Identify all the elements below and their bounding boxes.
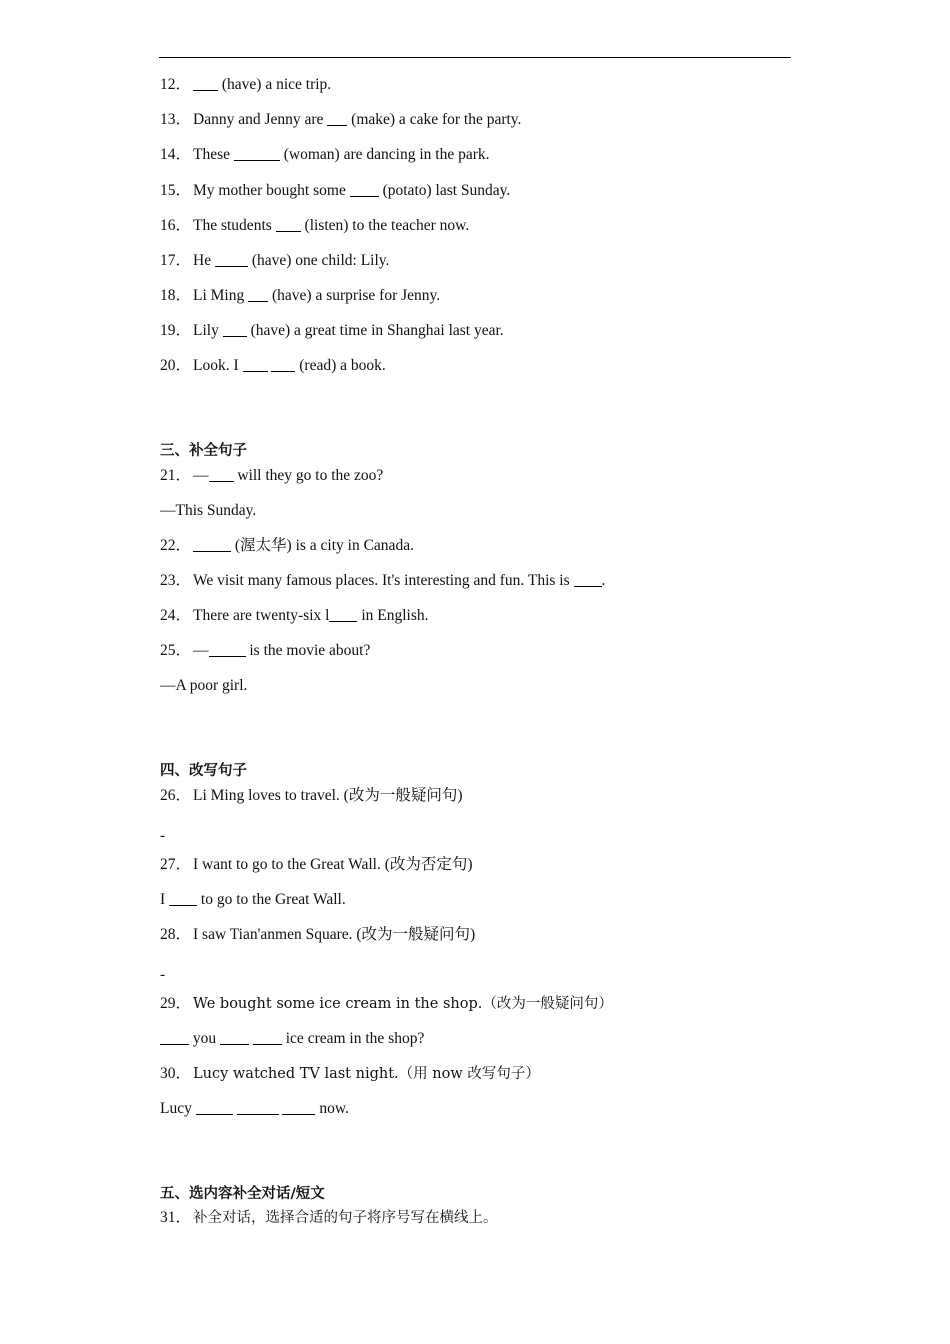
answer-blank[interactable] xyxy=(282,1100,315,1115)
question-23 xyxy=(160,571,605,591)
question-number: 20． xyxy=(160,357,192,374)
answer-text: to go to the Great Wall. xyxy=(197,891,346,908)
answer-blank[interactable] xyxy=(209,467,234,482)
question-text: Lucy watched TV last night.（用 now 改写句子） xyxy=(193,1066,540,1082)
answer-blank[interactable] xyxy=(193,76,218,91)
answer-blank[interactable] xyxy=(196,1100,233,1115)
question-number: 28． xyxy=(160,926,192,943)
question-text: Lily xyxy=(193,322,223,339)
answer-blank[interactable] xyxy=(271,357,295,372)
question-number: 29． xyxy=(160,995,192,1012)
dash: — xyxy=(193,467,209,484)
answer-blank[interactable] xyxy=(253,1030,282,1045)
answer-blank[interactable] xyxy=(223,322,247,337)
question-text: (listen) to the teacher now. xyxy=(300,217,470,234)
question-number: 23． xyxy=(160,572,192,589)
question-number: 30． xyxy=(160,1065,192,1082)
question-25 xyxy=(160,641,370,661)
section-title-three: 三、补全句子 xyxy=(160,443,247,459)
answer-text: now. xyxy=(315,1100,349,1117)
question-text: 补全对话，选择合适的句子将序号写在横线上。 xyxy=(193,1210,498,1226)
question-16 xyxy=(160,216,469,236)
question-text: He xyxy=(193,252,215,269)
question-text: (渥太华) is a city in Canada. xyxy=(231,537,414,554)
question-number: 25． xyxy=(160,642,192,659)
question-22 xyxy=(160,536,414,556)
question-text: is the movie about? xyxy=(245,642,371,659)
question-text: My mother bought some xyxy=(193,182,350,199)
answer-line-26[interactable]: - xyxy=(160,827,166,844)
question-text: The students xyxy=(193,217,276,234)
answer-blank[interactable] xyxy=(160,1030,189,1045)
question-text: (have) a great time in Shanghai last year. xyxy=(246,322,504,339)
question-text: I saw Tian'anmen Square. (改为一般疑问句) xyxy=(193,926,476,943)
question-text: (read) a book. xyxy=(295,357,386,374)
question-text: These xyxy=(193,146,234,163)
question-number: 18． xyxy=(160,287,192,304)
question-text: I want to go to the Great Wall. (改为否定句) xyxy=(193,856,473,873)
question-20 xyxy=(160,356,386,376)
question-number: 17． xyxy=(160,252,192,269)
question-number: 26． xyxy=(160,787,192,804)
answer-line-30 xyxy=(160,1099,349,1119)
question-text: Li Ming loves to travel. (改为一般疑问句) xyxy=(193,787,463,804)
answer-blank[interactable] xyxy=(237,1100,279,1115)
question-29 xyxy=(160,994,613,1014)
question-text: (have) a surprise for Jenny. xyxy=(268,287,441,304)
question-15 xyxy=(160,181,510,201)
section-title-four: 四、改写句子 xyxy=(160,763,247,779)
answer-blank[interactable] xyxy=(243,357,268,372)
question-number: 13． xyxy=(160,111,192,128)
question-19 xyxy=(160,321,504,341)
answer-blank[interactable] xyxy=(329,607,357,622)
answer-line-28[interactable]: - xyxy=(160,966,166,983)
question-text: We visit many famous places. It's interesting and fun. This is xyxy=(193,572,574,589)
question-text: (make) a cake for the party. xyxy=(347,111,522,128)
answer-blank[interactable] xyxy=(169,891,197,906)
question-text: Danny and Jenny are xyxy=(193,111,328,128)
question-text: Li Ming xyxy=(193,287,249,304)
question-text: . xyxy=(601,572,606,589)
question-number: 31． xyxy=(160,1209,192,1226)
question-text: (woman) are dancing in the park. xyxy=(279,146,490,163)
answer-blank[interactable] xyxy=(234,146,280,161)
answer-blank[interactable] xyxy=(327,111,347,126)
question-text: Look. I xyxy=(193,357,243,374)
header-rule xyxy=(159,57,791,58)
answer-blank[interactable] xyxy=(220,1030,249,1045)
reply-21: —This Sunday. xyxy=(160,502,257,519)
reply-25: —A poor girl. xyxy=(160,677,248,694)
question-24 xyxy=(160,606,428,626)
dash: — xyxy=(193,642,209,659)
answer-blank[interactable] xyxy=(193,537,231,552)
question-number: 12． xyxy=(160,76,192,93)
question-number: 16． xyxy=(160,217,192,234)
question-number: 24． xyxy=(160,607,192,624)
answer-blank[interactable] xyxy=(574,572,602,587)
question-13 xyxy=(160,110,521,130)
answer-blank[interactable] xyxy=(350,182,379,197)
question-26 xyxy=(160,786,463,806)
question-text: (have) one child: Lily. xyxy=(247,252,390,269)
answer-blank[interactable] xyxy=(276,217,301,232)
question-number: 21． xyxy=(160,467,192,484)
section-title-five: 五、选内容补全对话/短文 xyxy=(160,1186,325,1202)
answer-text: ice cream in the shop? xyxy=(281,1030,425,1047)
question-number: 22． xyxy=(160,537,192,554)
question-14 xyxy=(160,145,490,165)
answer-blank[interactable] xyxy=(248,287,268,302)
answer-blank[interactable] xyxy=(209,642,246,657)
answer-text: I xyxy=(160,891,170,908)
question-18 xyxy=(160,286,440,306)
answer-text: Lucy xyxy=(160,1100,196,1117)
question-text: (have) a nice trip. xyxy=(218,76,332,93)
question-text: (potato) last Sunday. xyxy=(378,182,511,199)
question-number: 15． xyxy=(160,182,192,199)
answer-line-27 xyxy=(160,890,346,910)
question-31 xyxy=(160,1208,498,1228)
question-text: will they go to the zoo? xyxy=(233,467,384,484)
question-12 xyxy=(160,75,331,95)
question-text: in English. xyxy=(357,607,429,624)
question-30 xyxy=(160,1064,540,1084)
question-number: 14． xyxy=(160,146,192,163)
question-17 xyxy=(160,251,389,271)
question-28 xyxy=(160,925,475,945)
question-text: We bought some ice cream in the shop.（改为一般疑问句） xyxy=(193,996,613,1012)
question-27 xyxy=(160,855,473,875)
question-text: There are twenty-six l xyxy=(193,607,330,624)
question-number: 19． xyxy=(160,322,192,339)
question-21 xyxy=(160,466,383,486)
answer-line-29 xyxy=(160,1029,424,1049)
answer-blank[interactable] xyxy=(215,252,248,267)
question-number: 27． xyxy=(160,856,192,873)
answer-text: you xyxy=(189,1030,220,1047)
